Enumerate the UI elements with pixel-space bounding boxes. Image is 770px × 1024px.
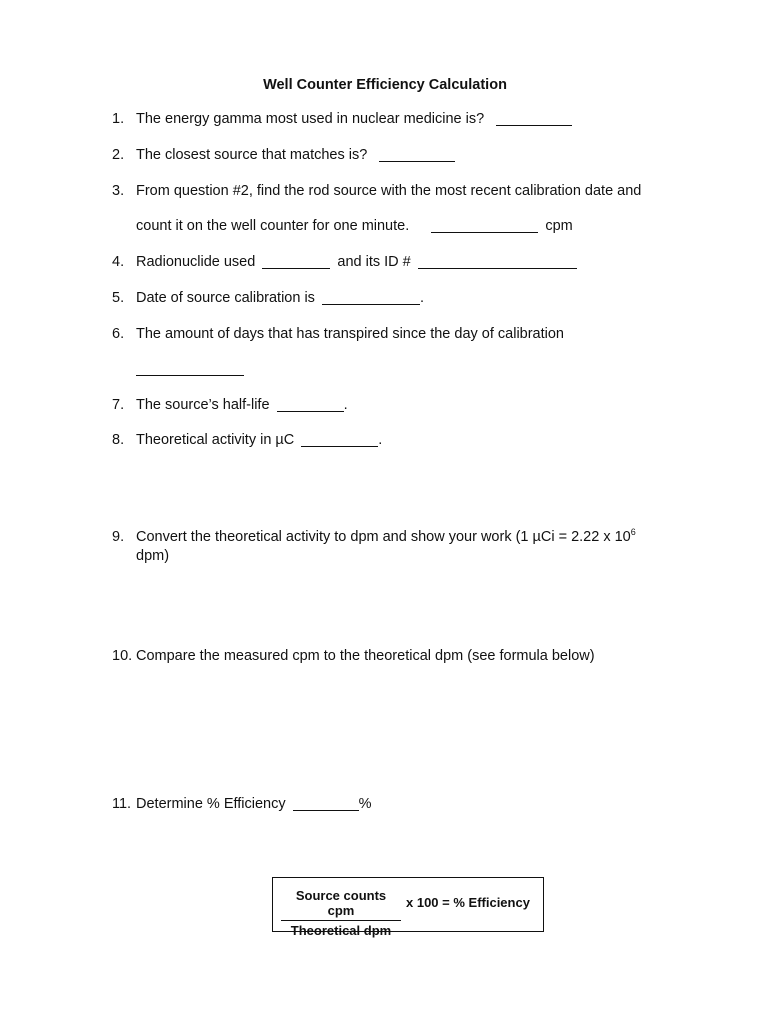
- question-number: 3.: [112, 183, 125, 199]
- question-11: [136, 796, 372, 812]
- formula-multiplier: x 100 = % Efficiency: [406, 895, 530, 910]
- unit-label: cpm: [545, 218, 573, 234]
- period: .: [419, 290, 424, 306]
- question-3-line-2: [136, 218, 573, 234]
- answer-blank[interactable]: [379, 147, 455, 162]
- question-number: 11.: [112, 796, 132, 812]
- question-text: Date of source calibration is: [136, 290, 315, 306]
- efficiency-formula-box: [272, 877, 544, 938]
- question-text: The closest source that matches is?: [136, 147, 368, 163]
- question-number: 8.: [112, 432, 125, 448]
- question-number: 9.: [112, 529, 125, 545]
- question-number: 1.: [112, 111, 125, 127]
- question-6: The amount of days that has transpired since the day of calibration: [136, 326, 564, 342]
- question-number: 10.: [112, 648, 133, 664]
- question-number: 7.: [112, 397, 125, 413]
- percent-sign: %: [358, 796, 372, 812]
- question-text: The source’s half-life: [136, 397, 270, 413]
- answer-blank[interactable]: [277, 397, 344, 412]
- question-number: 4.: [112, 254, 125, 270]
- question-10: Compare the measured cpm to the theoretical dpm (see formula below): [136, 648, 595, 664]
- exponent: 6: [630, 527, 636, 537]
- question-text: count it on the well counter for one minute.: [136, 218, 410, 234]
- page-title: Well Counter Efficiency Calculation: [263, 77, 507, 93]
- question-number: 6.: [112, 326, 125, 342]
- formula-denominator: Theoretical dpm: [290, 923, 392, 938]
- question-9-line-2: dpm): [136, 548, 170, 564]
- period: .: [378, 432, 383, 448]
- question-text: Radionuclide used: [136, 254, 256, 270]
- question-text: The energy gamma most used in nuclear medicine is?: [136, 111, 485, 127]
- question-4: [136, 254, 577, 270]
- question-text: Theoretical activity in µC: [136, 432, 295, 448]
- question-text: and its ID #: [337, 254, 411, 270]
- formula-numerator: Source counts cpm: [281, 888, 401, 921]
- answer-blank[interactable]: [496, 111, 572, 126]
- id-blank[interactable]: [418, 254, 577, 269]
- question-7: [136, 397, 348, 413]
- question-1: [136, 111, 572, 127]
- question-5: [136, 290, 424, 306]
- question-9-line-1: [136, 529, 636, 545]
- question-3-line-1: From question #2, find the rod source with the most recent calibration date and: [136, 183, 642, 199]
- formula-fraction: [281, 888, 401, 938]
- period: .: [343, 397, 348, 413]
- answer-blank[interactable]: [301, 432, 378, 447]
- answer-blank[interactable]: [136, 361, 244, 376]
- question-6-answer: [136, 361, 244, 377]
- answer-blank[interactable]: [293, 796, 359, 811]
- question-8: [136, 432, 382, 448]
- answer-blank[interactable]: [431, 218, 538, 233]
- question-2: [136, 147, 455, 163]
- radionuclide-blank[interactable]: [262, 254, 330, 269]
- question-text: Convert the theoretical activity to dpm and show your work (1 µCi = 2.22 x 10: [136, 529, 631, 545]
- question-text: Determine % Efficiency: [136, 796, 286, 812]
- question-number: 2.: [112, 147, 125, 163]
- question-number: 5.: [112, 290, 125, 306]
- answer-blank[interactable]: [322, 290, 420, 305]
